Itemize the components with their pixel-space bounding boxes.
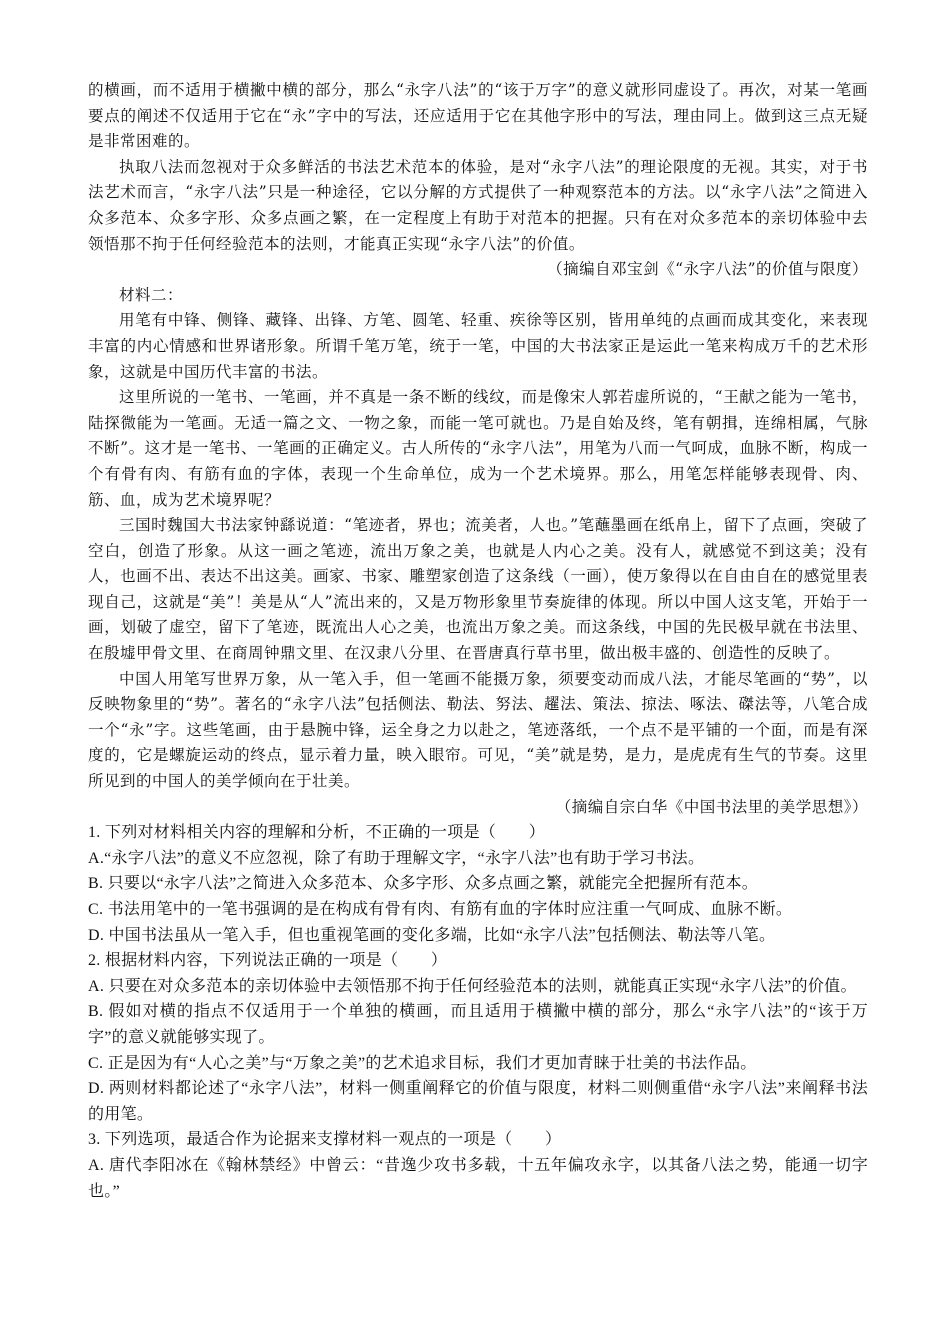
material1-paragraph-cont: 的横画，而不适用于横撇中横的部分，那么“永字八法”的“该于万字”的意义就形同虚设了。再次，对某一笔画要点的阐述不仅适用于它在“永”字中的写法，还应适用于它在其他字形中的写法，理由同上。做到这三点无疑是非常困难的。 — [88, 81, 868, 151]
material2-paragraph-4: 中国人用笔写世界万象，从一笔入手，但一笔画不能摄万象，须要变动而成八法，才能尽笔画的“势”，以反映物象里的“势”。著名的“永字八法”包括侧法、勒法、努法、趯法、策法、掠法、啄法、磔法等，八笔合成一个“永”字。这些笔画，由于悬腕中锋，运全身之力以赴之，笔迹落纸，一个点不是平铺的一个面，而是有深度的，它是螺旋运动的终点，显示着力量，映入眼帘。可见，“美”就是势，是力，是虎虎有生气的节奏。这里所见到的中国人的美学倾向在于壮美。 — [88, 669, 868, 791]
question-1 — [88, 820, 868, 948]
option-a: A.“永字八法”的意义不应忽视，除了有助于理解文字，“永字八法”也有助于学习书法。 — [88, 849, 705, 867]
material2-source: （摘编自宗白华《中国书法里的美学思想》） — [555, 797, 868, 816]
option-c: C. 正是因为有“人心之美”与“万象之美”的艺术追求目标，我们才更加青睐于壮美的书法作品。 — [88, 1054, 757, 1072]
material2-paragraph-2: 这里所说的一笔书、一笔画，并不真是一条不断的线纹，而是像宋人郭若虚所说的，“王献之能为一笔书，陆探微能为一笔画。无适一篇之文、一物之象，而能一笔可就也。乃是自始及终，笔有朝揖，连绵相属，气脉不断”。这才是一笔书、一笔画的正确定义。古人所传的“永字八法”，用笔为八而一气呵成，血脉不断，构成一个有骨有肉、有筋有血的字体，表现一个生命单位，成为一个艺术境界。那么，用笔怎样能够表现骨、肉、筋、血，成为艺术境界呢？ — [88, 388, 868, 509]
material1-paragraph-last: 执取八法而忽视对于众多鲜活的书法艺术范本的体验，是对“永字八法”的理论限度的无视。其实，对于书法艺术而言，“永字八法”只是一种途径，它以分解的方式提供了一种观察范本的方法。以“永字八法”之简进入众多范本、众多字形、众多点画之繁，在一定程度上有助于对范本的把握。只有在对众多范本的亲切体验中去领悟那不拘于任何经验范本的法则，才能真正实现“永字八法”的价值。 — [88, 157, 868, 253]
material2-paragraph-3: 三国时魏国大书法家钟繇说道：“笔迹者，界也；流美者，人也。”笔蘸墨画在纸帛上，留下了点画，突破了空白，创造了形象。从这一画之笔迹，流出万象之美，也就是人内心之美。没有人，就感觉不到这美；没有人，也画不出、表达不出这美。画家、书家、雕塑家创造了这条线（一画），使万象得以在自由自在的感觉里表现自己，这就是“美”！美是从“人”流出来的，又是万物形象里节奏旋律的体现。所以中国人这支笔，开始于一画，划破了虚空，留下了笔迹，既流出人心之美，也流出万象之美。而这条线，中国的先民极早就在书法里、在殷墟甲骨文里、在商周钟鼎文里、在汉隶八分里、在晋唐真行草书里，做出极丰盛的、创造性的反映了。 — [88, 516, 868, 663]
material1-source: （摘编自邓宝剑《“永字八法”的价值与限度） — [547, 260, 868, 279]
material2-heading: 材料二： — [119, 285, 184, 304]
question-stem: 2. 根据材料内容，下列说法正确的一项是（ ） — [88, 952, 448, 970]
option-a: A. 唐代李阳冰在《翰林禁经》中曾云：“昔逸少攻书多载，十五年偏攻永字，以其备八法之势，能通一切字也。” — [88, 1156, 868, 1200]
option-d: D. 两则材料都论述了“永字八法”，材料一侧重阐释它的价值与限度，材料二则侧重借“永字八法”来阐释书法的用笔。 — [88, 1080, 868, 1123]
material2-paragraph-1: 用笔有中锋、侧锋、藏锋、出锋、方笔、圆笔、轻重、疾徐等区别，皆用单纯的点画而成其变化，来表现丰富的内心情感和世界诸形象。所谓千笔万笔，统于一笔，中国的大书法家正是运此一笔来构成万千的艺术形象，这就是中国历代丰富的书法。 — [88, 311, 868, 381]
question-2 — [88, 948, 868, 1127]
option-b: B. 只要以“永字八法”之简进入众多范本、众多字形、众多点画之繁，就能完全把握所有范本。 — [88, 875, 759, 893]
question-stem: 1. 下列对材料相关内容的理解和分析，不正确的一项是（ ） — [88, 824, 546, 842]
question-3 — [88, 1127, 868, 1204]
option-a: A. 只要在对众多范本的亲切体验中去领悟那不拘于任何经验范本的法则，就能真正实现“永字八法”的价值。 — [88, 977, 857, 995]
question-stem: 3. 下列选项，最适合作为论据来支撑材料一观点的一项是（ ） — [88, 1131, 562, 1149]
option-c: C. 书法用笔中的一笔书强调的是在构成有骨有肉、有筋有血的字体时应注重一气呵成、血脉不断。 — [88, 901, 793, 918]
exam-page — [88, 78, 868, 1204]
option-b: B. 假如对横的指点不仅适用于一个单独的横画，而且适用于横撇中横的部分，那么“永字八法”的“该于万字”的意义就能够实现了。 — [88, 1003, 868, 1046]
option-d: D. 中国书法虽从一笔入手，但也重视笔画的变化多端，比如“永字八法”包括侧法、勒法等八笔。 — [88, 926, 776, 944]
